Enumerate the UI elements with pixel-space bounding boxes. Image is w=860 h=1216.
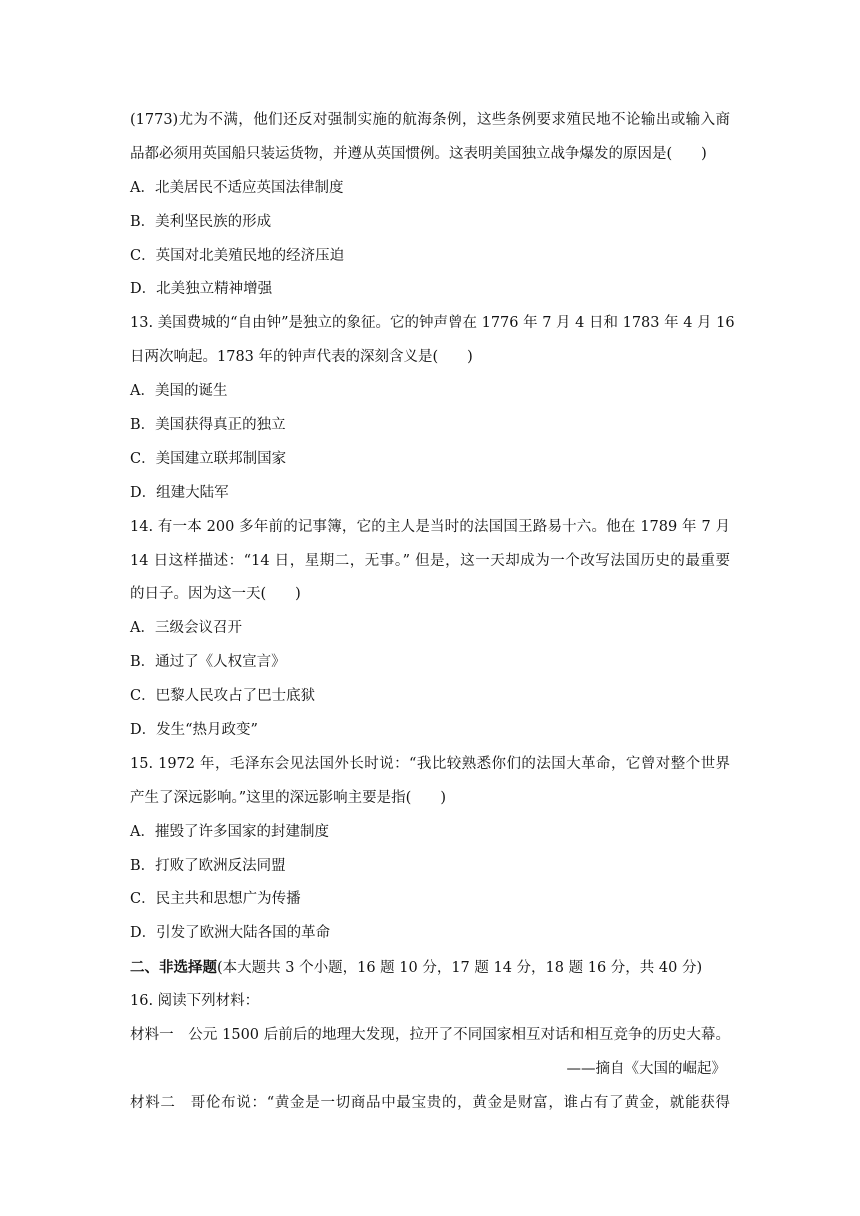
q15-text-line-2: 产生了深远影响。”这里的深远影响主要是指( ): [130, 789, 446, 806]
q12-text-line-1: (1773)尤为不满，他们还反对强制实施的航海条例，这些条例要求殖民地不论输出或输入商: [130, 112, 730, 128]
section-2-heading: 二、非选择题: [130, 959, 217, 977]
q12-option-c: C．英国对北美殖民地的经济压迫: [130, 247, 345, 264]
q16-material-2: 材料二 哥伦布说：“黄金是一切商品中最宝贵的，黄金是财富，谁占有了黄金，就能获得: [130, 1094, 730, 1111]
q15-option-d: D．引发了欧洲大陆各国的革命: [130, 925, 331, 942]
q13-text-line-2: 日两次响起。1783 年的钟声代表的深刻含义是( ): [130, 349, 473, 366]
q14-option-c: C．巴黎人民攻占了巴士底狱: [130, 688, 316, 705]
q14-option-d: D．发生“热月政变”: [130, 722, 258, 739]
q12-option-a: A．北美居民不适应英国法律制度: [130, 179, 344, 196]
section-2-header: [130, 951, 730, 985]
q13-option-c: C．美国建立联邦制国家: [130, 450, 287, 467]
q16-material-1: 材料一 公元 1500 后前后的地理大发现，拉开了不同国家相互对话和相互竞争的历史大幕。: [130, 1027, 730, 1044]
q14-option-b: B．通过了《人权宣言》: [130, 654, 286, 671]
q14-text-line-1: 14. 有一本 200 多年前的记事簿，它的主人是当时的法国国王路易十六。他在 1789 年 7 月: [130, 518, 730, 535]
document-page: [130, 104, 735, 1121]
section-2-note: (本大题共 3 个小题，16 题 10 分，17 题 14 分，18 题 16 分，共 40 分): [217, 960, 703, 977]
q12-text-line-2: 品都必须用英国船只装运货物，并遵从英国惯例。这表明美国独立战争爆发的原因是( ): [130, 145, 707, 162]
q15-option-a: A．摧毁了许多国家的封建制度: [130, 823, 329, 840]
q15-option-c: C．民主共和思想广为传播: [130, 891, 301, 908]
q15-option-b: B．打败了欧洲反法同盟: [130, 857, 286, 874]
q16-material-1-source: ——摘自《大国的崛起》: [566, 1060, 726, 1077]
q13-option-d: D．组建大陆军: [130, 484, 229, 501]
q16-intro: 16. 阅读下列材料：: [130, 993, 260, 1010]
q14-text-line-3: 的日子。因为这一天( ): [130, 586, 301, 603]
q13-option-b: B．美国获得真正的独立: [130, 417, 286, 434]
q15-text-line-1: 15. 1972 年，毛泽东会见法国外长时说：“我比较熟悉你们的法国大革命，它曾对整个世界: [130, 755, 730, 772]
q12-option-d: D．北美独立精神增强: [130, 281, 273, 298]
q13-text-line-1: 13. 美国费城的“自由钟”是独立的象征。它的钟声曾在 1776 年 7 月 4 日和 1783 年 4 月 16: [130, 315, 735, 332]
q14-option-a: A．三级会议召开: [130, 620, 242, 637]
q14-text-line-2: 14 日这样描述：“14 日，星期二，无事。” 但是，这一天却成为一个改写法国历史的最重要: [130, 552, 730, 569]
q12-option-b: B．美利坚民族的形成: [130, 213, 272, 230]
q13-option-a: A．美国的诞生: [130, 383, 228, 400]
